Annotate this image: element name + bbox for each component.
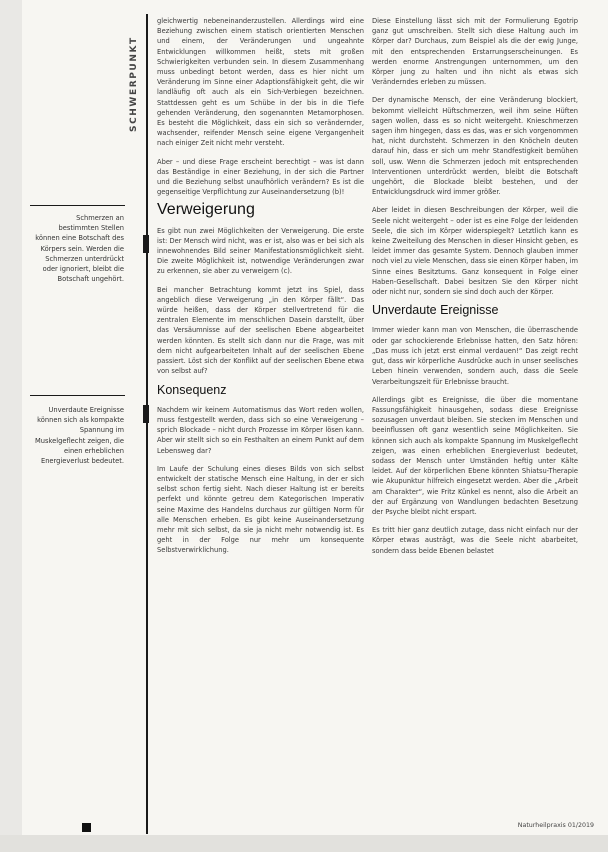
paragraph: Es tritt hier ganz deutlich zutage, dass nicht einfach nur der Körper etwas austrägt, was die Seele nicht abarbeitet, sondern dass beide Ebenen belastet xyxy=(372,526,578,555)
sidenote-rule-top xyxy=(30,205,125,206)
paragraph: Im Laufe der Schulung eines dieses Bilds von sich selbst entwickelt der statische Mensch eine Haltung, in der er sich selbst schon fertig sieht. Nach dieser Haltung ist er bereits perfekt und könnte getreu dem Kategorischen Imperativ seine Maxime des Handelns durchaus zur gültigen Norm für alle Menschen erheben. Es gibt keine Auseinandersetzung mehr mit sich selbst, da sie ja nicht mehr notwendig ist. Es geht in der Folge nur mehr um konsequente Selbstverwirklichung. xyxy=(157,464,364,555)
footer-publication: Naturheilpraxis 01/2019 xyxy=(517,822,594,829)
sidenote-1: Schmerzen an bestimmten Stellen können eine Botschaft des Körpers sein. Werden die Schmerzen unterdrückt oder ignoriert, bleibt die Botschaft ungehört. xyxy=(35,214,124,284)
heading-konsequenz: Konsequenz xyxy=(157,382,227,397)
section-tab: SCHWERPUNKT xyxy=(129,36,139,132)
page-number-marker xyxy=(82,823,91,832)
rule-marker-1 xyxy=(143,235,149,253)
paragraph: gleichwertig nebeneinanderzustellen. Allerdings wird eine Beziehung zwischen einem statisch orientierten Menschen und einem, der Veränderungen und ungeahnte Entwicklungen willkommen heißt, stets mit großen Schwierigkeiten verbunden sein. In diesem Zusammenhang muss unbedingt betont werden, dass es hier nicht um Veränderung im Sinne einer Adaptionsfähigkeit geht, die wir landläufig oft auch als ein Sich-Verbiegen bezeichnen. Stattdessen geht es um Schübe in der bis in die Tiefe gehenden Veränderung, den sogenannten Metamorphosen. Es besteht die Möglichkeit, dass ein sich so verändernder, wachsender, reifender Mensch seine eigene Vergangenheit nach einiger Zeit nicht mehr versteht. xyxy=(157,17,364,148)
paragraph: Nachdem wir keinem Automatismus das Wort reden wollen, muss festgestellt werden, dass sich so eine Verweigerung – sprich Blockade – nicht durch Prozesse im Körper lösen kann. Aber wir stellt sich so ein Festhalten an einem Punkt auf dem Lebensweg dar? xyxy=(157,405,364,455)
paragraph: Diese Einstellung lässt sich mit der Formulierung Egotrip ganz gut umschreiben. Stellt sich diese Haltung auch im Körper dar? Durchaus, zum Beispiel als die der ewig Junge, mit den entsprechenden Erstarrungserscheinungen. Es werden enorme Anstrengungen unternommen, um den Körper jung zu halten und ihn nicht als etwas sich Veränderndes erleben zu müssen. xyxy=(372,17,578,87)
rule-marker-2 xyxy=(143,405,149,423)
column-left xyxy=(157,16,364,564)
paragraph: Der dynamische Mensch, der eine Veränderung blockiert, bekommt vielleicht Hüftschmerzen, weil ihm seine Hüften sagen wollen, dass es so nicht weitergeht. Knieschmerzen sagen ihm hingegen, dass es das, was er sich vorgenommen hat, nicht durchsteht. Schmerzen in den Knöcheln deuten darauf hin, dass er sich um mehr Standfestigkeit bemühen soll, usw. Wenn die Schmerzen jedoch mit entsprechenden Interventionen unterdrückt werden, bleibt die Botschaft ungehört, die Blockade bleibt bestehen, und der Entwicklungsdruck wird immer größer. xyxy=(372,96,578,197)
page-shadow xyxy=(0,835,608,852)
paragraph: Aber – und diese Frage erscheint berechtigt – was ist dann das Beständige in einer Beziehung, in der sich die Partner und die Beziehung selbst unaufhörlich verändern? Es ist die gegenseitige Verpflichtung zur Auseinandersetzung (b)! xyxy=(157,157,364,197)
paragraph: Es gibt nun zwei Möglichkeiten der Verweigerung. Die erste ist: Der Mensch wird nicht, was er ist, also was er bei sich als innewohnendes Bild seiner Manifestationsmöglichkeit sieht. Die zweite Möglichkeit ist, notwendige Veränderungen zwar zu erkennen, sie aber zu verweigern (c). xyxy=(157,226,364,276)
sidenote-rule-top-2 xyxy=(30,395,125,396)
paragraph: Immer wieder kann man von Menschen, die überraschende oder gar schockierende Erlebnisse hatten, den Satz hören: „Das muss ich jetzt erst einmal verdauen!“ Das zeigt recht gut, dass wir körperliche Ausdrücke auch in unser seelisches Leben hinein verwenden, sondern auch, dass die Seele Verarbeitungszeit für Erlebnisse braucht. xyxy=(372,326,578,386)
vertical-rule xyxy=(146,14,148,834)
column-right xyxy=(372,16,578,564)
paragraph: Aber leidet in diesen Beschreibungen der Körper, weil die Seele nicht weitergeht – oder ist es eine Folge der leidenden Seele, die sich im Körper widerspiegelt? Letztlich kann es keine Zweiteilung des Menschen in dieser Hinsicht geben, es leidet immer das gesamte System. Dennoch glauben immer noch viel zu viele Menschen, dass sie einen Körper haben, im Sinne eines Besitztums. Ganz konsequent in Folge einer Haben-Gesellschaft. Dabei besitzen Sie den Körper nicht oder nicht nur, sondern sie sind doch auch der Körper. xyxy=(372,206,578,297)
sidenote-2: Unverdaute Ereignisse können sich als kompakte Spannung im Muskelgeflecht zeigen, die einen erheblichen Energieverlust bedeutet. xyxy=(35,406,124,466)
paragraph: Allerdings gibt es Ereignisse, die über die momentane Fassungsfähigkeit hinausgehen, sodass diese Ereignisse sozusagen unverdaut bleiben. Sie stecken im Menschen und beeinflussen oft ganz wesentlich seine Möglichkeiten. Sie können sich auch als kompakte Spannung im Muskelgeflecht zeigen, was einen erheblichen Energieverlust bedeutet, sodass der Mensch unter Umständen heftig unter Kälte leidet. Auf der körperlichen Ebene könnten Shiatsu-Therapie wie Akupunktur hilfreich eingesetzt werden. Aber die „Arbeit am Charakter“, wie Fritz Künkel es nennt, also die Arbeit an der auf Ergänzung von Wandlungen bedachten Besetzung der Psyche bleibt nicht erspart. xyxy=(372,395,578,516)
heading-verweigerung: Verweigerung xyxy=(157,201,255,219)
heading-unverdaute-ereignisse: Unverdaute Ereignisse xyxy=(372,303,499,318)
paragraph: Bei mancher Betrachtung kommt jetzt ins Spiel, dass angeblich diese Verweigerung „in den Körper fällt“. Das würde heißen, dass der Körper stellvertretend für die zentralen Elemente im menschlichen Dasein darstellt, über das Versäumnisse auf der seelischen Ebene abgearbeitet werden könnten. Es stellt sich dann nur die Frage, was mit dem nicht aufgearbeiteten Inhalt auf der seelischen Ebene passiert. Löst sich der Konflikt auf der seelischen Ebene etwa von selbst auf? xyxy=(157,285,364,376)
